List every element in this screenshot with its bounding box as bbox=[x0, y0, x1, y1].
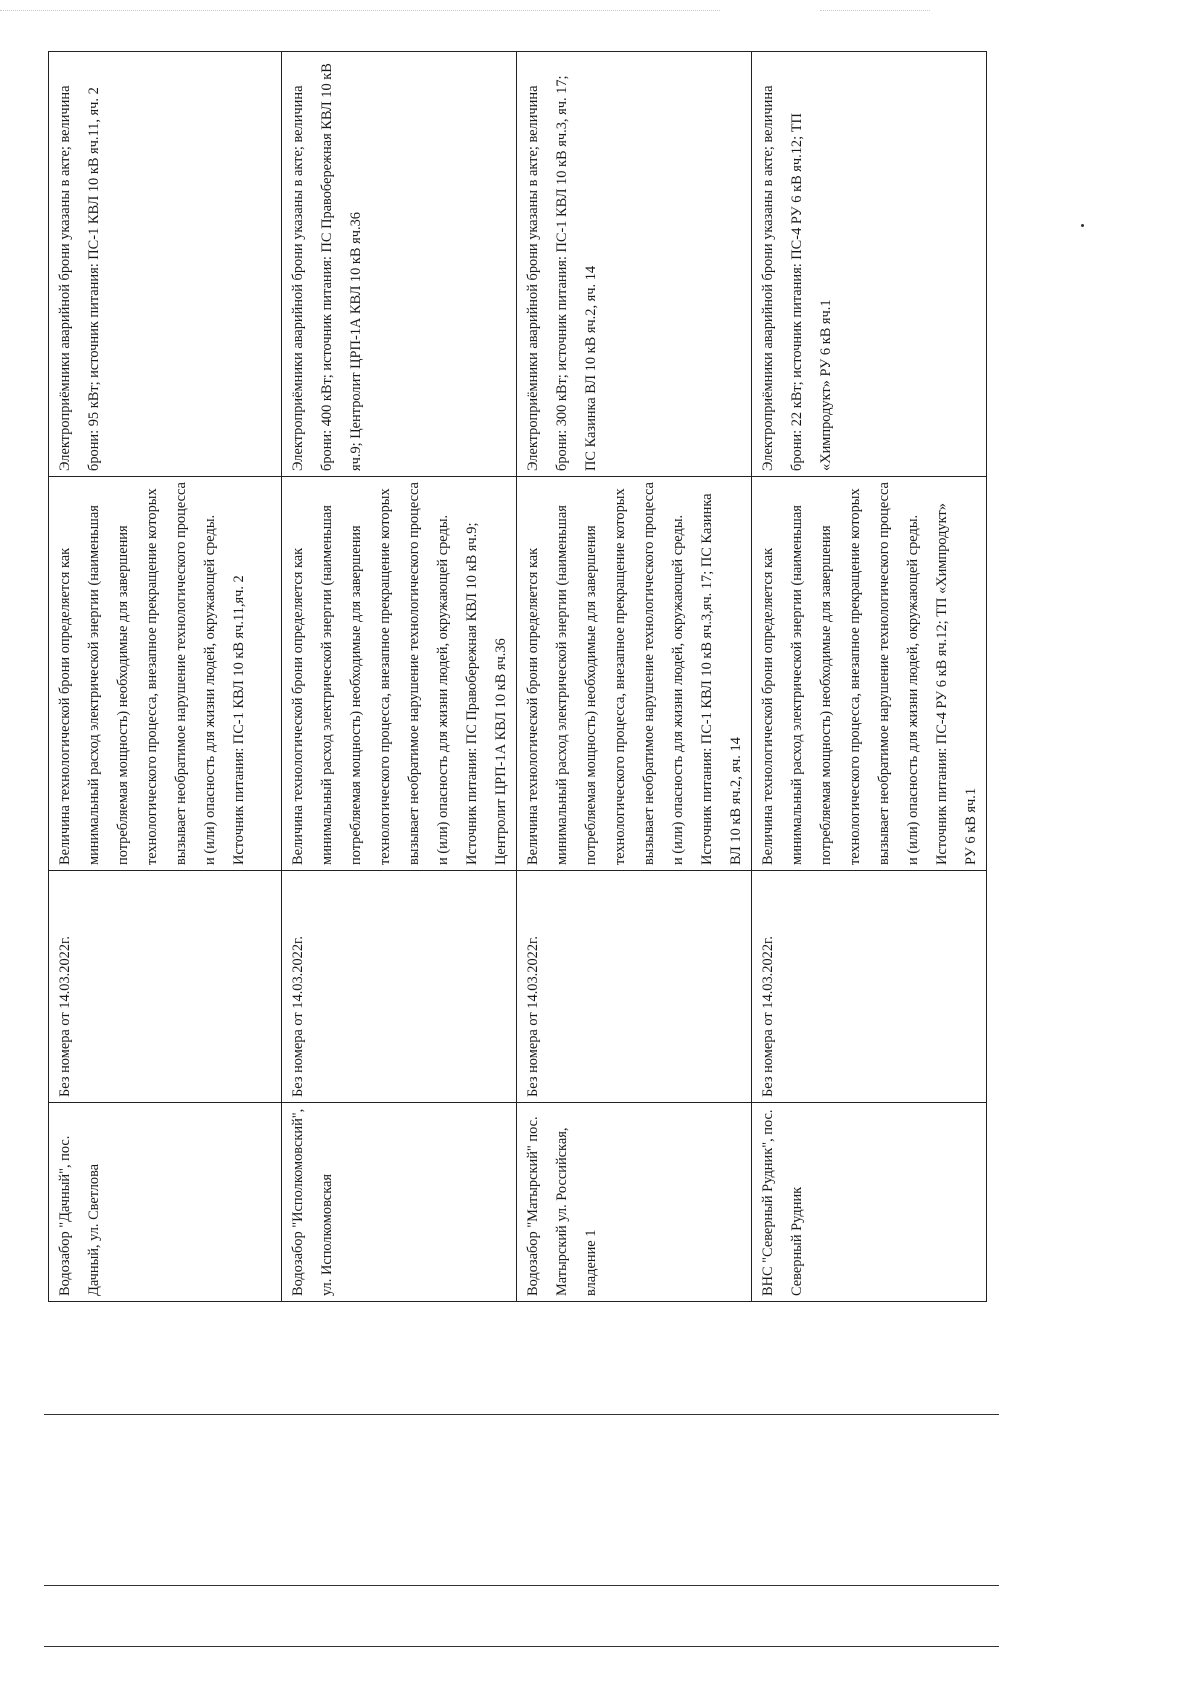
object-cell: Водозабор "Матырский" пос. Матырский ул. Российская, владение 1 bbox=[517, 1103, 752, 1302]
scan-speck bbox=[1081, 224, 1084, 227]
emergency-reserve-cell: Электроприёмники аварийной брони указаны в акте; величина брони: 95 кВт; источник питания: ПС-1 КВЛ 10 кВ яч.11, яч. 2 bbox=[49, 52, 282, 477]
power-reserve-table bbox=[48, 51, 987, 1302]
signature-line bbox=[44, 1414, 999, 1415]
table-row bbox=[49, 52, 282, 1302]
signature-line bbox=[44, 1585, 999, 1586]
object-cell: ВНС "Северный Рудник", пос. Северный Рудник bbox=[752, 1103, 987, 1302]
emergency-reserve-cell: Электроприёмники аварийной брони указаны в акте; величина брони: 22 кВт; источник питания: ПС-4 РУ 6 кВ яч.12; ТП «Химпродукт» РУ 6 кВ яч.1 bbox=[752, 52, 987, 477]
emergency-reserve-cell: Электроприёмники аварийной брони указаны в акте; величина брони: 400 кВт; источник питания: ПС Правобережная КВЛ 10 кВ яч.9; Центролит ЦРП-1А КВЛ 10 кВ яч.36 bbox=[282, 52, 517, 477]
act-cell: Без номера от 14.03.2022г. bbox=[752, 871, 987, 1103]
object-cell: Водозабор "Исполкомовский", ул. Исполкомовская bbox=[282, 1103, 517, 1302]
signature-line bbox=[44, 1646, 999, 1647]
table-row bbox=[517, 52, 752, 1302]
table-row bbox=[752, 52, 987, 1302]
scan-edge-left bbox=[0, 10, 720, 11]
tech-reserve-cell: Величина технологической брони определяется как минимальный расход электрической энергии (наименьшая потребляемая мощность) необходимые для завершения технологического процесса, внезапное прекращение которых вызывает необратимое нарушение технологического процесса и (или) опасность для жизни людей, окружающей среды. Источник питания: ПС-1 КВЛ 10 кВ яч.3,яч. 17; ПС Казинка ВЛ 10 кВ яч.2, яч. 14 bbox=[517, 477, 752, 871]
tech-reserve-cell: Величина технологической брони определяется как минимальный расход электрической энергии (наименьшая потребляемая мощность) необходимые для завершения технологического процесса, внезапное прекращение которых вызывает необратимое нарушение технологического процесса и (или) опасность для жизни людей, окружающей среды. Источник питания: ПС-1 КВЛ 10 кВ яч.11,яч. 2 bbox=[49, 477, 282, 871]
scan-edge-right bbox=[820, 10, 930, 11]
act-cell: Без номера от 14.03.2022г. bbox=[282, 871, 517, 1103]
object-cell: Водозабор "Дачный", пос. Дачный, ул. Светлова bbox=[49, 1103, 282, 1302]
tech-reserve-cell: Величина технологической брони определяется как минимальный расход электрической энергии (наименьшая потребляемая мощность) необходимые для завершения технологического процесса, внезапное прекращение которых вызывает необратимое нарушение технологического процесса и (или) опасность для жизни людей, окружающей среды. Источник питания: ПС Правобережная КВЛ 10 кВ яч.9; Центролит ЦРП-1А КВЛ 10 кВ яч.36 bbox=[282, 477, 517, 871]
tech-reserve-cell: Величина технологической брони определяется как минимальный расход электрической энергии (наименьшая потребляемая мощность) необходимые для завершения технологического процесса, внезапное прекращение которых вызывает необратимое нарушение технологического процесса и (или) опасность для жизни людей, окружающей среды. Источник питания: ПС-4 РУ 6 кВ яч.12; ТП «Химпродукт» РУ 6 кВ яч.1 bbox=[752, 477, 987, 871]
rotated-table-container bbox=[48, 52, 993, 1302]
emergency-reserve-cell: Электроприёмники аварийной брони указаны в акте; величина брони: 300 кВт; источник питания: ПС-1 КВЛ 10 кВ яч.3, яч. 17; ПС Казинка ВЛ 10 кВ яч.2, яч. 14 bbox=[517, 52, 752, 477]
table-row bbox=[282, 52, 517, 1302]
act-cell: Без номера от 14.03.2022г. bbox=[49, 871, 282, 1103]
act-cell: Без номера от 14.03.2022г. bbox=[517, 871, 752, 1103]
